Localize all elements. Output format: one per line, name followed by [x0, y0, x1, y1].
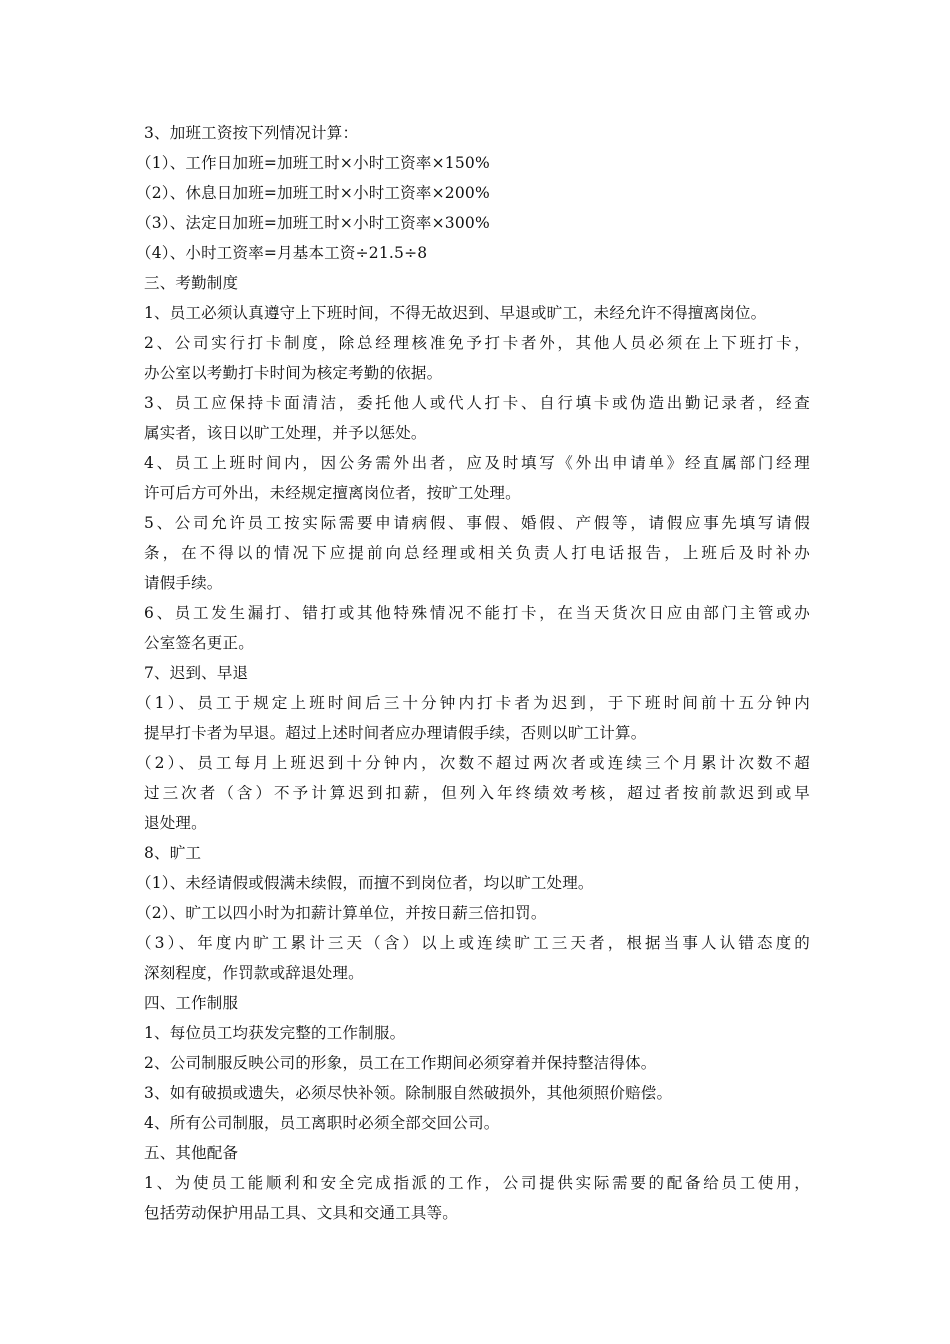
- late-early-rule-2-line-1: （2）、员工每月上班迟到十分钟内，次数不超过两次者或连续三个月累计次数不超: [136, 754, 810, 772]
- uniform-rule-4: 4、所有公司制服，员工离职时必须全部交回公司。: [144, 1114, 500, 1132]
- overtime-holiday: （3）、法定日加班=加班工时×小时工资率×300%: [136, 214, 490, 232]
- absence-heading: 8、旷工: [144, 844, 202, 862]
- late-early-rule-2-line-3: 退处理。: [144, 814, 207, 832]
- attendance-rule-3-line-2: 属实者，该日以旷工处理，并予以惩处。: [144, 424, 427, 442]
- attendance-rule-5-line-1: 5、公司允许员工按实际需要申请病假、事假、婚假、产假等，请假应事先填写请假: [144, 514, 810, 532]
- attendance-rule-5-line-3: 请假手续。: [144, 574, 223, 592]
- equipment-rule-1-line-2: 包括劳动保护用品工具、文具和交通工具等。: [144, 1204, 459, 1222]
- absence-rule-2: （2）、旷工以四小时为扣薪计算单位，并按日薪三倍扣罚。: [136, 904, 547, 922]
- late-early-rule-2-line-2: 过三次者（含）不予计算迟到扣薪，但列入年终绩效考核，超过者按前款迟到或早: [144, 784, 810, 802]
- overtime-workday: （1）、工作日加班=加班工时×小时工资率×150%: [136, 154, 490, 172]
- uniform-rule-3: 3、如有破损或遗失，必须尽快补领。除制服自然破损外，其他须照价赔偿。: [144, 1084, 673, 1102]
- absence-rule-3-line-1: （3）、年度内旷工累计三天（含）以上或连续旷工三天者，根据当事人认错态度的: [136, 934, 810, 952]
- document-body: [136, 118, 810, 1228]
- attendance-rule-6-line-2: 公室签名更正。: [144, 634, 254, 652]
- attendance-rule-6-line-1: 6、员工发生漏打、错打或其他特殊情况不能打卡，在当天货次日应由部门主管或办: [144, 604, 810, 622]
- attendance-rule-2-line-2: 办公室以考勤打卡时间为核定考勤的依据。: [144, 364, 443, 382]
- attendance-rule-1: 1、员工必须认真遵守上下班时间，不得无故迟到、早退或旷工，未经允许不得擅离岗位。: [144, 304, 767, 322]
- attendance-rule-4-line-1: 4、员工上班时间内，因公务需外出者，应及时填写《外出申请单》经直属部门经理: [144, 454, 810, 472]
- section-attendance-heading: 三、考勤制度: [144, 274, 239, 292]
- section-equipment-heading: 五、其他配备: [144, 1144, 239, 1162]
- equipment-rule-1-line-1: 1、为使员工能顺利和安全完成指派的工作，公司提供实际需要的配备给员工使用，: [144, 1174, 810, 1192]
- attendance-rule-5-line-2: 条，在不得以的情况下应提前向总经理或相关负责人打电话报告，上班后及时补办: [144, 544, 810, 562]
- absence-rule-1: （1）、未经请假或假满未续假，而擅不到岗位者，均以旷工处理。: [136, 874, 594, 892]
- attendance-rule-4-line-2: 许可后方可外出，未经规定擅离岗位者，按旷工处理。: [144, 484, 521, 502]
- late-early-heading: 7、迟到、早退: [144, 664, 249, 682]
- hourly-rate: （4）、小时工资率=月基本工资÷21.5÷8: [136, 244, 428, 262]
- attendance-rule-3-line-1: 3、员工应保持卡面清洁，委托他人或代人打卡、自行填卡或伪造出勤记录者，经查: [144, 394, 810, 412]
- section-uniform-heading: 四、工作制服: [144, 994, 239, 1012]
- uniform-rule-2: 2、公司制服反映公司的形象，员工在工作期间必须穿着并保持整洁得体。: [144, 1054, 657, 1072]
- overtime-restday: （2）、休息日加班=加班工时×小时工资率×200%: [136, 184, 490, 202]
- late-early-rule-1-line-2: 提早打卡者为早退。超过上述时间者应办理请假手续，否则以旷工计算。: [144, 724, 647, 742]
- late-early-rule-1-line-1: （1）、员工于规定上班时间后三十分钟内打卡者为迟到，于下班时间前十五分钟内: [136, 694, 810, 712]
- overtime-pay-heading: 3、加班工资按下列情况计算：: [144, 124, 359, 142]
- absence-rule-3-line-2: 深刻程度，作罚款或辞退处理。: [144, 964, 364, 982]
- attendance-rule-2-line-1: 2、公司实行打卡制度，除总经理核准免予打卡者外，其他人员必须在上下班打卡，: [144, 334, 810, 352]
- uniform-rule-1: 1、每位员工均获发完整的工作制服。: [144, 1024, 406, 1042]
